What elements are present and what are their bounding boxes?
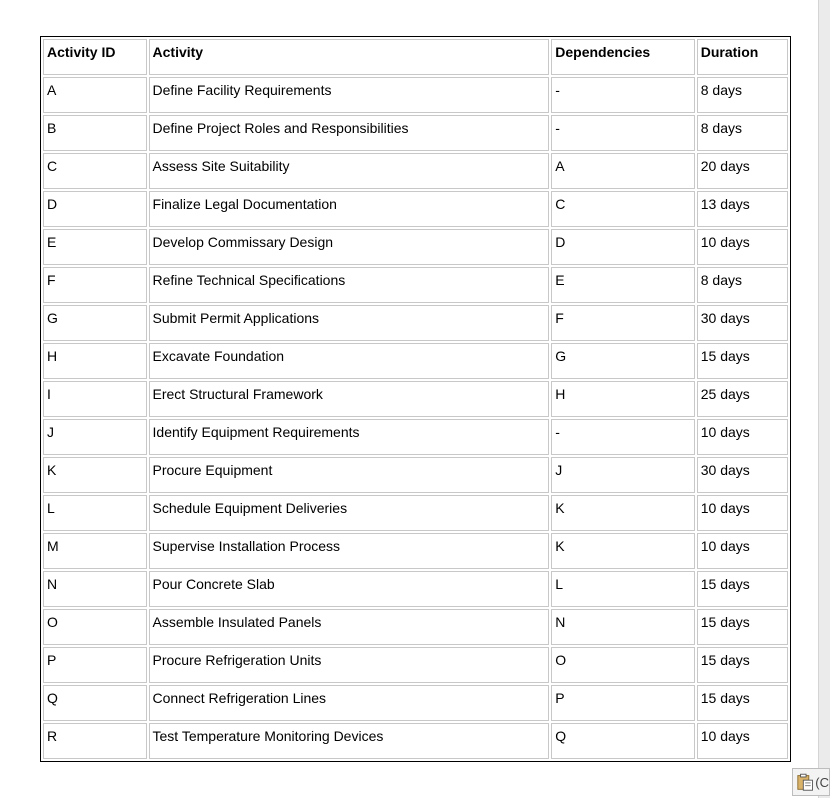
cell-dependencies[interactable]: E — [551, 267, 694, 303]
header-activity[interactable]: Activity — [149, 39, 550, 75]
table-row — [43, 191, 788, 227]
cell-dependencies[interactable]: L — [551, 571, 694, 607]
cell-activity[interactable]: Connect Refrigeration Lines — [149, 685, 550, 721]
cell-dependencies[interactable]: F — [551, 305, 694, 341]
cell-dependencies[interactable]: H — [551, 381, 694, 417]
cell-activity[interactable]: Pour Concrete Slab — [149, 571, 550, 607]
table-header-row — [43, 39, 788, 75]
table-row — [43, 419, 788, 455]
cell-activity-id[interactable]: R — [43, 723, 147, 759]
paste-clipboard-icon — [796, 772, 814, 792]
header-dependencies[interactable]: Dependencies — [551, 39, 694, 75]
window-edge — [818, 0, 830, 798]
cell-duration[interactable]: 20 days — [697, 153, 788, 189]
cell-dependencies[interactable]: P — [551, 685, 694, 721]
cell-activity-id[interactable]: H — [43, 343, 147, 379]
table-row — [43, 305, 788, 341]
cell-duration[interactable]: 15 days — [697, 571, 788, 607]
table-row — [43, 647, 788, 683]
cell-activity-id[interactable]: C — [43, 153, 147, 189]
cell-duration[interactable]: 10 days — [697, 533, 788, 569]
cell-activity-id[interactable]: Q — [43, 685, 147, 721]
cell-duration[interactable]: 8 days — [697, 267, 788, 303]
cell-dependencies[interactable]: C — [551, 191, 694, 227]
cell-dependencies[interactable]: N — [551, 609, 694, 645]
cell-dependencies[interactable]: Q — [551, 723, 694, 759]
cell-activity-id[interactable]: D — [43, 191, 147, 227]
cell-dependencies[interactable]: A — [551, 153, 694, 189]
cell-duration[interactable]: 8 days — [697, 77, 788, 113]
paste-options-button[interactable] — [792, 768, 830, 796]
cell-activity[interactable]: Assemble Insulated Panels — [149, 609, 550, 645]
cell-activity-id[interactable]: B — [43, 115, 147, 151]
cell-activity-id[interactable]: O — [43, 609, 147, 645]
cell-activity[interactable]: Finalize Legal Documentation — [149, 191, 550, 227]
cell-activity[interactable]: Refine Technical Specifications — [149, 267, 550, 303]
cell-activity[interactable]: Develop Commissary Design — [149, 229, 550, 265]
table-row — [43, 609, 788, 645]
table-body — [43, 77, 788, 759]
table-row — [43, 115, 788, 151]
cell-activity[interactable]: Define Facility Requirements — [149, 77, 550, 113]
cell-activity-id[interactable]: F — [43, 267, 147, 303]
cell-dependencies[interactable]: K — [551, 495, 694, 531]
cell-dependencies[interactable]: O — [551, 647, 694, 683]
cell-duration[interactable]: 15 days — [697, 343, 788, 379]
cell-activity[interactable]: Assess Site Suitability — [149, 153, 550, 189]
cell-activity-id[interactable]: P — [43, 647, 147, 683]
cell-duration[interactable]: 15 days — [697, 685, 788, 721]
cell-duration[interactable]: 25 days — [697, 381, 788, 417]
cell-duration[interactable]: 30 days — [697, 457, 788, 493]
cell-activity[interactable]: Procure Equipment — [149, 457, 550, 493]
table-row — [43, 495, 788, 531]
cell-activity-id[interactable]: N — [43, 571, 147, 607]
cell-activity-id[interactable]: I — [43, 381, 147, 417]
cell-duration[interactable]: 13 days — [697, 191, 788, 227]
table-row — [43, 229, 788, 265]
cell-duration[interactable]: 10 days — [697, 419, 788, 455]
table-row — [43, 381, 788, 417]
cell-dependencies[interactable]: J — [551, 457, 694, 493]
cell-dependencies[interactable]: K — [551, 533, 694, 569]
cell-activity[interactable]: Schedule Equipment Deliveries — [149, 495, 550, 531]
cell-duration[interactable]: 10 days — [697, 229, 788, 265]
cell-activity[interactable]: Define Project Roles and Responsibilities — [149, 115, 550, 151]
paste-options-label: (C — [815, 774, 829, 790]
cell-duration[interactable]: 15 days — [697, 647, 788, 683]
cell-activity[interactable]: Erect Structural Framework — [149, 381, 550, 417]
cell-dependencies[interactable]: G — [551, 343, 694, 379]
cell-duration[interactable]: 8 days — [697, 115, 788, 151]
cell-duration[interactable]: 10 days — [697, 495, 788, 531]
table-row — [43, 723, 788, 759]
cell-activity[interactable]: Procure Refrigeration Units — [149, 647, 550, 683]
header-activity-id[interactable]: Activity ID — [43, 39, 147, 75]
table-row — [43, 533, 788, 569]
cell-activity[interactable]: Identify Equipment Requirements — [149, 419, 550, 455]
cell-activity[interactable]: Test Temperature Monitoring Devices — [149, 723, 550, 759]
cell-activity-id[interactable]: G — [43, 305, 147, 341]
cell-activity-id[interactable]: K — [43, 457, 147, 493]
table-row — [43, 571, 788, 607]
table-row — [43, 685, 788, 721]
activity-table — [40, 36, 791, 762]
cell-activity-id[interactable]: L — [43, 495, 147, 531]
cell-dependencies[interactable]: - — [551, 115, 694, 151]
cell-activity-id[interactable]: A — [43, 77, 147, 113]
cell-dependencies[interactable]: D — [551, 229, 694, 265]
cell-duration[interactable]: 15 days — [697, 609, 788, 645]
cell-activity-id[interactable]: M — [43, 533, 147, 569]
header-duration[interactable]: Duration — [697, 39, 788, 75]
cell-activity[interactable]: Supervise Installation Process — [149, 533, 550, 569]
cell-dependencies[interactable]: - — [551, 419, 694, 455]
cell-activity-id[interactable]: E — [43, 229, 147, 265]
cell-duration[interactable]: 30 days — [697, 305, 788, 341]
table-row — [43, 77, 788, 113]
table-row — [43, 267, 788, 303]
cell-duration[interactable]: 10 days — [697, 723, 788, 759]
cell-dependencies[interactable]: - — [551, 77, 694, 113]
table-row — [43, 343, 788, 379]
table-row — [43, 153, 788, 189]
table-row — [43, 457, 788, 493]
cell-activity-id[interactable]: J — [43, 419, 147, 455]
cell-activity[interactable]: Submit Permit Applications — [149, 305, 550, 341]
cell-activity[interactable]: Excavate Foundation — [149, 343, 550, 379]
